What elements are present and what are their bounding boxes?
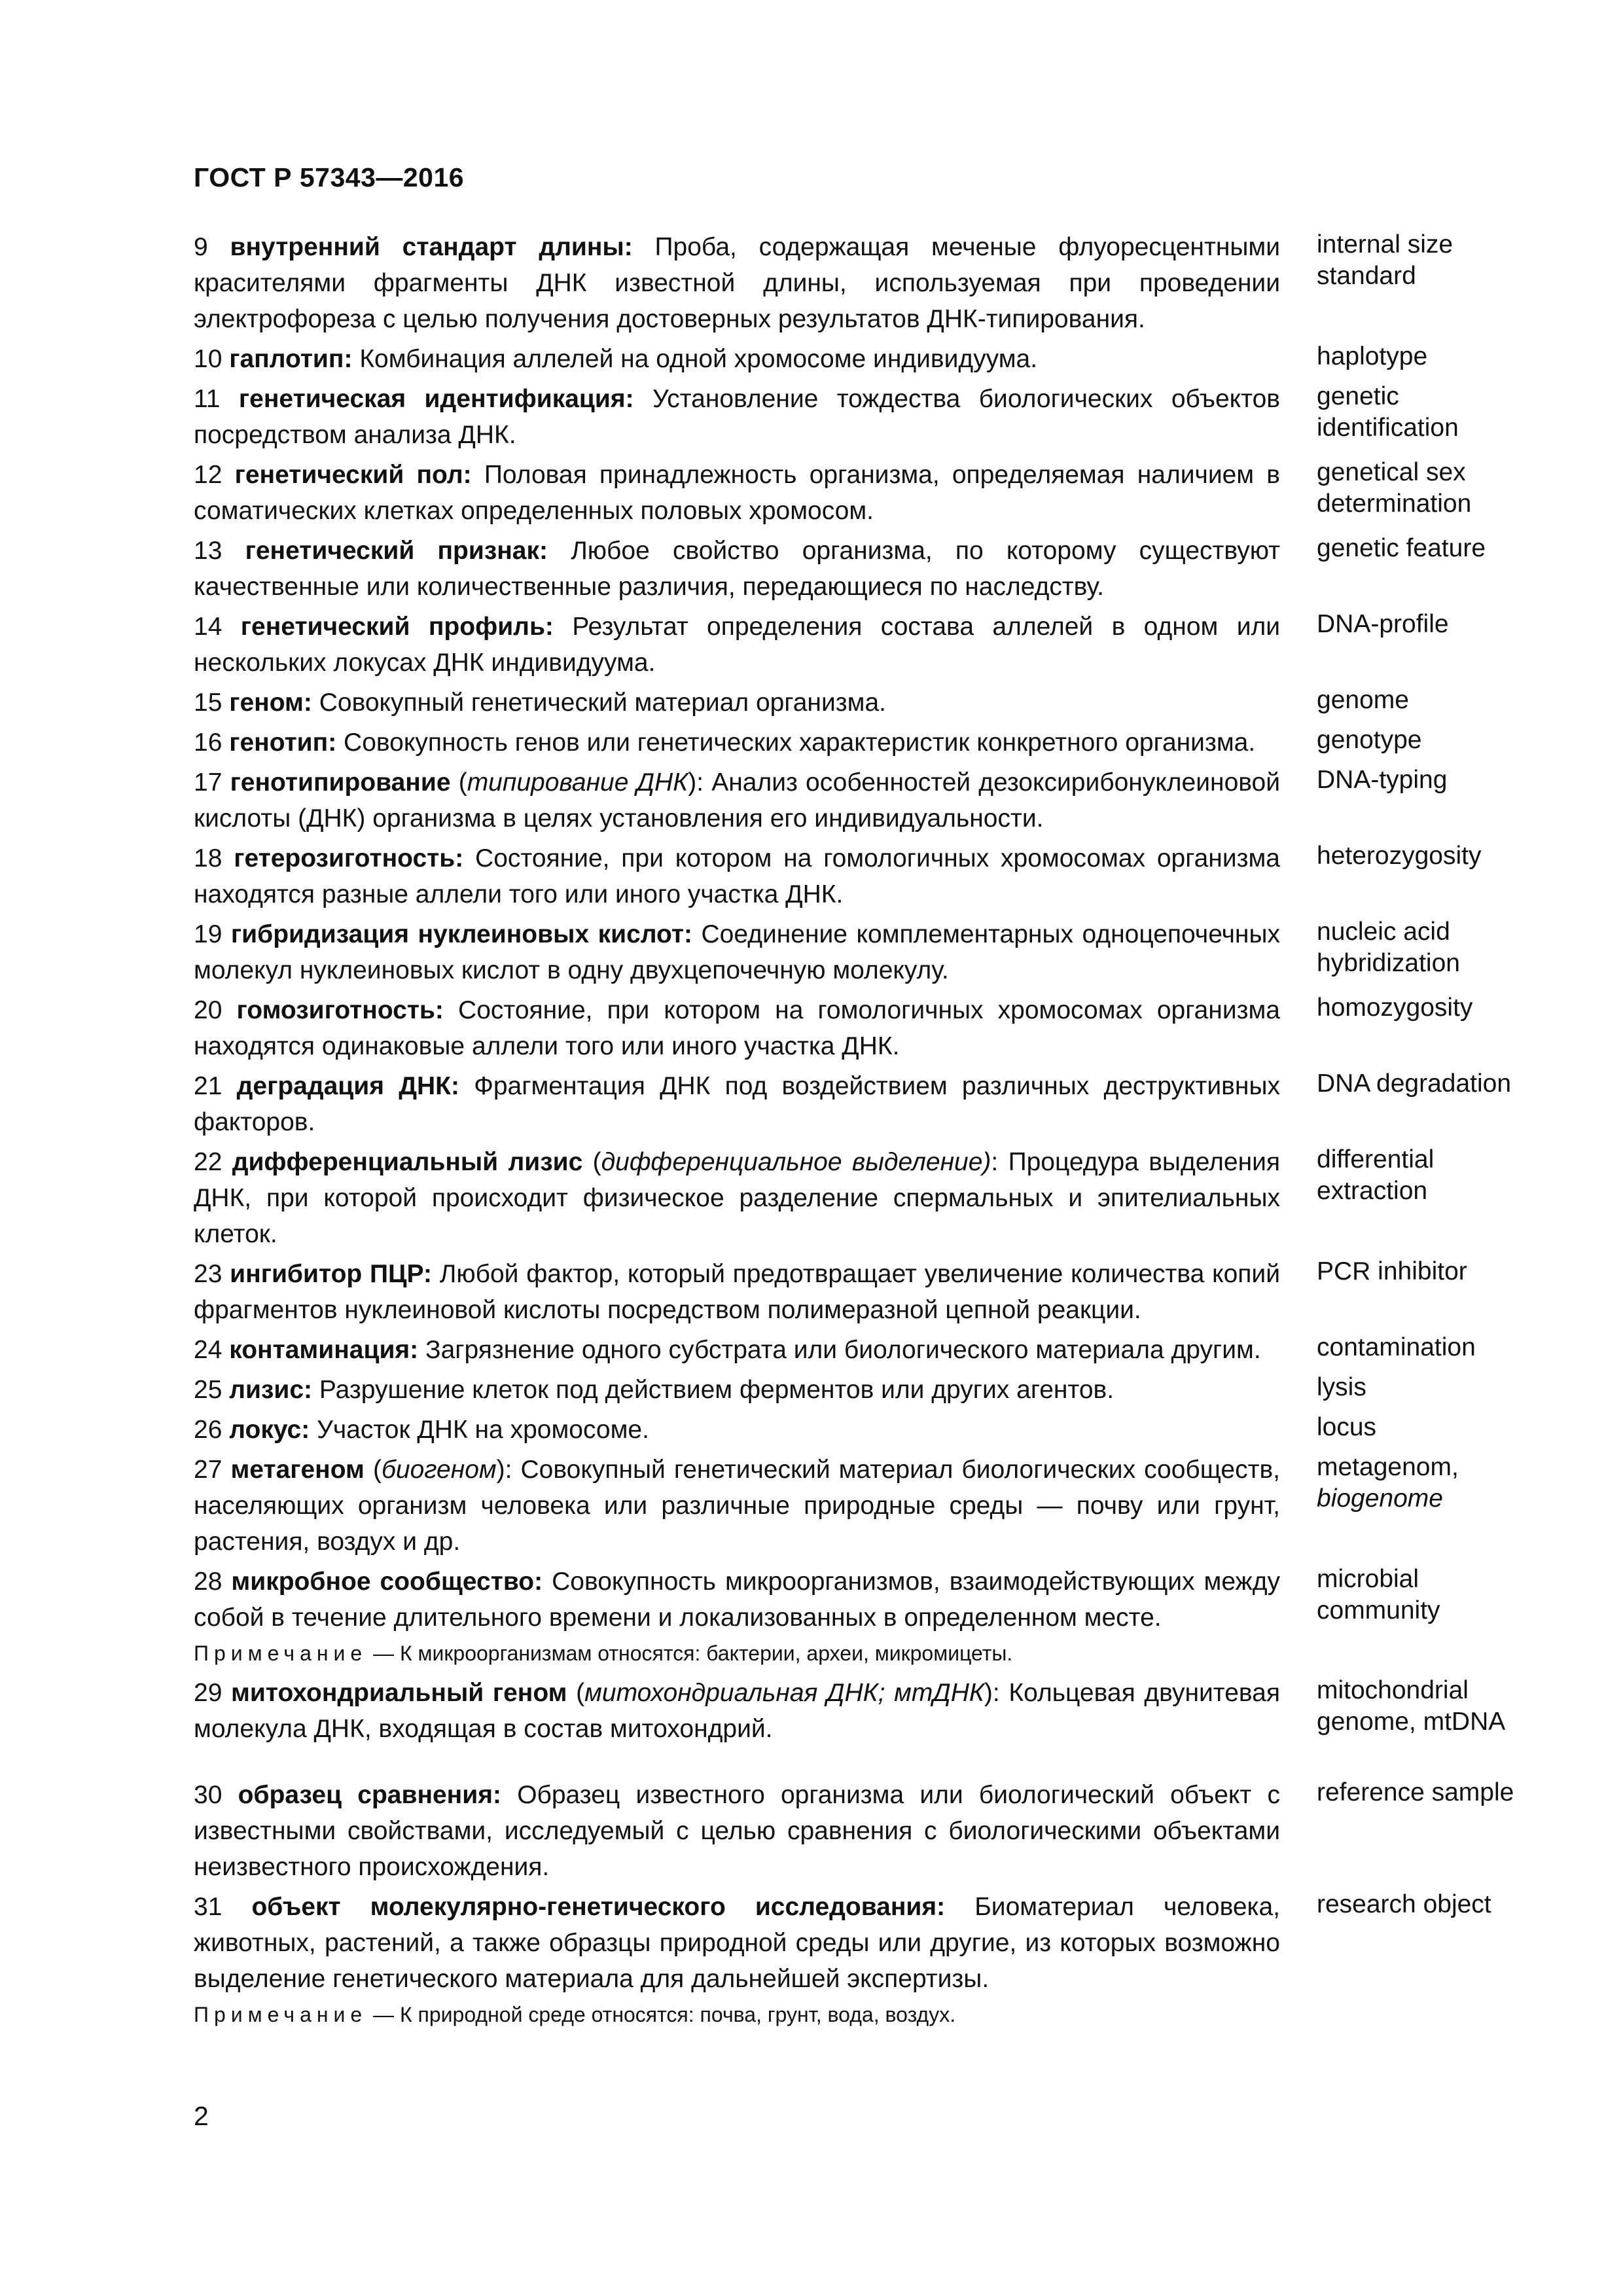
term-entry — [194, 1372, 1503, 1408]
term-number: 9 — [194, 233, 208, 261]
synonym-close: ): — [496, 1456, 512, 1484]
note — [194, 1637, 1280, 1670]
term-number: 19 — [194, 920, 223, 948]
term-text — [194, 341, 1280, 377]
term-definition: Любое свойство организма, по которому существуют качественные или количественные различия, передающиеся по наследству. — [194, 537, 1281, 601]
term-number: 16 — [194, 728, 223, 757]
term-text — [194, 1675, 1280, 1747]
term-entry — [194, 533, 1503, 605]
term-english: genetical sex determination — [1317, 458, 1472, 518]
term-entry — [194, 1777, 1514, 1885]
term-number: 27 — [194, 1456, 223, 1484]
term-definition: Результат определения состава аллелей в одном или нескольких локусах ДНК индивидуума. — [194, 613, 1281, 677]
term-definition: Анализ особенностей дезоксирибонуклеиновой кислоты (ДНК) организма в целях установления его индивидуальности. — [194, 768, 1281, 833]
term-number: 26 — [194, 1416, 223, 1444]
note-text: — К природной среде относятся: почва, грунт, вода, воздух. — [367, 2003, 956, 2026]
term-name: деградация ДНК: — [236, 1072, 459, 1100]
term-definition: Участок ДНК на хромосоме. — [317, 1416, 649, 1444]
term-name: ингибитор ПЦР: — [230, 1260, 432, 1288]
term-english: contamination — [1317, 1333, 1476, 1361]
term-entry — [194, 764, 1503, 836]
term-definition: Загрязнение одного субстрата или биологического материала другим. — [425, 1336, 1261, 1364]
term-english: reference sample — [1317, 1778, 1514, 1806]
term-text — [194, 1332, 1280, 1368]
term-name: образец сравнения: — [238, 1781, 501, 1809]
term-definition: Образец известного организма или биологический объект с известными свойствами, исследуемый с целью сравнения с биологическими объектами неизвестного происхождения. — [194, 1781, 1280, 1881]
term-definition: Комбинация аллелей на одной хромосоме индивидуума. — [359, 345, 1038, 373]
term-entry — [194, 1889, 1503, 2031]
term-name: объект молекулярно-генетического исследования: — [251, 1893, 946, 1921]
term-english: DNA-typing — [1317, 766, 1448, 794]
document-header: ГОСТ Р 57343—2016 — [194, 162, 465, 192]
term-number: 29 — [194, 1679, 223, 1707]
term-english: genotype — [1317, 726, 1422, 754]
term-english: heterozygosity — [1317, 842, 1482, 870]
term-number: 13 — [194, 537, 223, 565]
term-definition: Процедура выделения ДНК, при которой происходит физическое разделение спермальных и эпителиальных клеток. — [194, 1148, 1281, 1248]
term-english: research object — [1317, 1890, 1491, 1918]
term-name: генетическая идентификация: — [238, 385, 634, 413]
term-number: 17 — [194, 768, 223, 797]
term-text — [194, 1412, 1280, 1448]
term-name: лизис: — [229, 1376, 313, 1404]
term-entry — [194, 1564, 1503, 1670]
term-name: генетический признак: — [245, 537, 548, 565]
synonym-close: ): — [984, 1679, 1000, 1707]
term-english: DNA-profile — [1317, 610, 1449, 638]
note-label: Примечание — [194, 2003, 368, 2026]
synonym-close: : — [991, 1148, 999, 1176]
term-entry — [194, 457, 1503, 529]
term-name: генетический пол: — [234, 461, 472, 489]
page-number: 2 — [194, 2101, 209, 2131]
term-name: внутренний стандарт длины: — [230, 233, 633, 261]
term-english: genetic identification — [1317, 382, 1459, 442]
synonym-open: ( — [567, 1679, 585, 1707]
term-synonym: митохондриальная ДНК; мтДНК — [584, 1679, 984, 1707]
term-name: генетический профиль: — [240, 613, 554, 641]
term-definition: Совокупный генетический материал организма. — [319, 689, 886, 717]
term-entry — [194, 992, 1503, 1064]
term-english: locus — [1317, 1413, 1377, 1441]
term-definition: Состояние, при котором на гомологичных хромосомах организма находятся разные аллели того или иного участка ДНК. — [194, 844, 1280, 908]
term-name: метагеном — [230, 1456, 365, 1484]
term-entry — [194, 609, 1503, 681]
term-text — [194, 840, 1280, 912]
term-text — [194, 764, 1280, 836]
term-entry — [194, 685, 1503, 721]
term-name: гетерозиготность: — [234, 844, 464, 872]
term-number: 28 — [194, 1568, 223, 1596]
note — [194, 1998, 1280, 2031]
term-text — [194, 1564, 1280, 1636]
term-synonym: типирование ДНК — [467, 768, 688, 797]
term-text — [194, 1452, 1280, 1560]
term-entry — [194, 1144, 1503, 1252]
term-definition: Любой фактор, который предотвращает увеличение количества копий фрагментов нуклеиновой кислоты посредством полимеразной цепной реакции. — [194, 1260, 1280, 1324]
term-name: генотипирование — [230, 768, 451, 797]
term-entry — [194, 840, 1503, 912]
term-entry — [194, 916, 1503, 988]
term-english: microbial community — [1317, 1565, 1440, 1624]
term-number: 25 — [194, 1376, 223, 1404]
term-entry — [194, 229, 1503, 337]
term-definition: Установление тождества биологических объектов посредством анализа ДНК. — [194, 385, 1280, 449]
term-definition: Разрушение клеток под действием ферментов или других агентов. — [319, 1376, 1115, 1404]
term-definition: Фрагментация ДНК под воздействием различных деструктивных факторов. — [194, 1072, 1280, 1136]
term-name: локус: — [229, 1416, 310, 1444]
term-text — [194, 916, 1280, 988]
synonym-open: ( — [364, 1456, 382, 1484]
term-name: митохондриальный геном — [231, 1679, 567, 1707]
term-entry — [194, 1068, 1512, 1140]
term-definition: Половая принадлежность организма, определяемая наличием в соматических клетках определенных половых хромосом. — [194, 461, 1281, 525]
term-number: 11 — [194, 385, 221, 413]
term-entry — [194, 341, 1503, 377]
term-text — [194, 533, 1280, 605]
term-number: 31 — [194, 1893, 223, 1921]
term-english: lysis — [1317, 1373, 1366, 1401]
term-english: internal size standard — [1317, 230, 1454, 290]
term-definition: Совокупный генетический материал биологических сообществ, населяющих организм человека или различные природные среды — почву или грунт, растения, воздух и др. — [194, 1456, 1281, 1556]
term-synonym: дифференциальное выделение) — [601, 1148, 991, 1176]
term-name: генотип: — [229, 728, 337, 757]
term-number: 12 — [194, 461, 223, 489]
term-entry — [194, 1412, 1503, 1448]
term-text — [194, 457, 1280, 529]
term-text — [194, 1777, 1280, 1885]
term-number: 15 — [194, 689, 223, 717]
term-number: 22 — [194, 1148, 223, 1176]
term-text — [194, 229, 1280, 337]
term-text — [194, 609, 1280, 681]
term-english: genome — [1317, 686, 1409, 714]
term-number: 30 — [194, 1781, 223, 1809]
term-text — [194, 1144, 1280, 1252]
term-english: haplotype — [1317, 342, 1428, 370]
term-english — [1317, 1452, 1539, 1515]
term-number: 24 — [194, 1336, 223, 1364]
term-name: дифференциальный лизис — [232, 1148, 583, 1176]
term-number: 10 — [194, 345, 223, 373]
term-text — [194, 1372, 1280, 1408]
term-name: гибридизация нуклеиновых кислот: — [230, 920, 692, 948]
term-english-synonym: biogenome — [1317, 1484, 1443, 1513]
term-text — [194, 992, 1280, 1064]
term-entry — [194, 1452, 1503, 1560]
term-text — [194, 685, 1280, 721]
term-number: 21 — [194, 1072, 223, 1100]
term-definition: Биоматериал человека, животных, растений, а также образцы природной среды или другие, из которых возможно выделение генетического материала для дальнейшей экспертизы. — [194, 1893, 1280, 1993]
synonym-open: ( — [450, 768, 467, 797]
term-number: 20 — [194, 996, 223, 1024]
term-english-main: metagenom, — [1317, 1453, 1459, 1481]
term-definition: Кольцевая двунитевая молекула ДНК, входящая в состав митохондрий. — [194, 1679, 1280, 1743]
term-name: гомозиготность: — [236, 996, 444, 1024]
term-text — [194, 725, 1280, 761]
term-english: DNA degradation — [1317, 1069, 1512, 1098]
term-text — [194, 1068, 1280, 1140]
term-entry — [194, 1675, 1506, 1773]
term-text — [194, 381, 1280, 453]
terms-list — [194, 229, 1514, 2036]
term-entry — [194, 381, 1503, 453]
term-english: homozygosity — [1317, 994, 1473, 1022]
synonym-open: ( — [582, 1148, 601, 1176]
term-english: mitochondrial genome, mtDNA — [1317, 1676, 1506, 1736]
term-english: differential extraction — [1317, 1145, 1435, 1205]
term-synonym: биогеном — [381, 1456, 497, 1484]
term-english: genetic feature — [1317, 534, 1486, 562]
term-number: 23 — [194, 1260, 223, 1288]
term-name: контаминация: — [229, 1336, 419, 1364]
term-definition: Совокупность генов или генетических характеристик конкретного организма. — [344, 728, 1256, 757]
term-name: гаплотип: — [229, 345, 353, 373]
term-number: 14 — [194, 613, 223, 641]
term-name: микробное сообщество: — [231, 1568, 543, 1596]
term-definition: Состояние, при котором на гомологичных хромосомах организма находятся одинаковые аллели того или иного участка ДНК. — [194, 996, 1280, 1060]
term-definition: Совокупность микроорганизмов, взаимодействующих между собой в течение длительного времени и локализованных в определенном месте. — [194, 1568, 1280, 1632]
term-definition: Соединение комплементарных одноцепочечных молекул нуклеиновых кислот в одну двухцепочечную молекулу. — [194, 920, 1280, 984]
term-number: 18 — [194, 844, 223, 872]
term-text — [194, 1256, 1280, 1328]
note-text: — К микроорганизмам относятся: бактерии, археи, микромицеты. — [367, 1641, 1013, 1665]
term-entry — [194, 1256, 1503, 1328]
note-label: Примечание — [194, 1641, 368, 1665]
term-entry — [194, 1332, 1503, 1368]
term-english: PCR inhibitor — [1317, 1257, 1467, 1285]
term-entry — [194, 725, 1503, 761]
term-definition: Проба, содержащая меченые флуоресцентными красителями фрагменты ДНК известной длины, используемая при проведении электрофореза с целью получения достоверных результатов ДНК-типирования. — [194, 233, 1281, 333]
synonym-close: ): — [688, 768, 704, 797]
term-english: nucleic acid hybridization — [1317, 918, 1460, 977]
term-text — [194, 1889, 1280, 1997]
term-name: геном: — [229, 689, 312, 717]
